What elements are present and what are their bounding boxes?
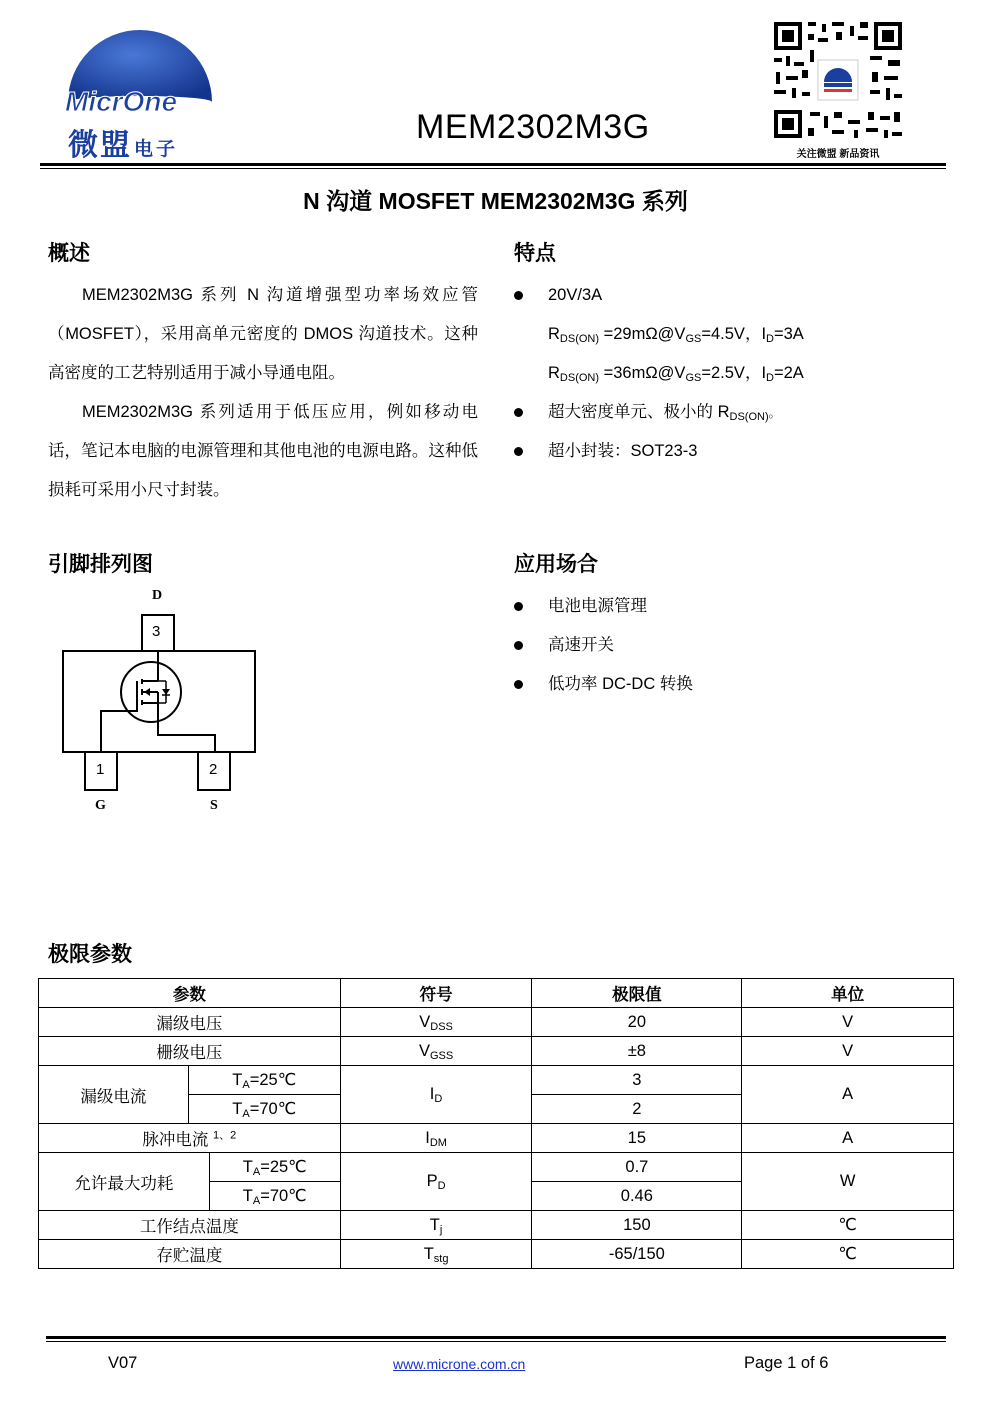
footer-website-link[interactable]: www.microne.com.cn (393, 1356, 526, 1372)
table-header-row (39, 979, 954, 1008)
table-row: 栅级电压 $V_{GSS}$ ±8 V (39, 1037, 954, 1066)
features-list (514, 276, 934, 471)
header-param: 参数 (39, 979, 341, 1008)
list-item: 超小封装：SOT23-3 (514, 432, 934, 471)
pin-label-g: G (95, 798, 106, 813)
document-title: N 沟道 MOSFET MEM2302M3G 系列 (303, 188, 688, 214)
pinout-diagram (58, 585, 268, 825)
list-item: $R_{DS(ON)}$ $=36m\Omega@V_{GS}=2.5V$，$I_D=2A$ (548, 364, 804, 384)
header-rule (40, 163, 946, 166)
applications-heading: 应用场合 (514, 553, 598, 576)
limits-heading: 极限参数 (48, 943, 132, 966)
footer-version: V07 (108, 1354, 138, 1372)
company-logo (60, 20, 220, 160)
table-row: $T_A=70℃$ 2 (39, 1095, 954, 1124)
features-heading: 特点 (514, 242, 556, 265)
pinout-heading: 引脚排列图 (48, 553, 153, 576)
logo-cn-main: 微盟 (68, 129, 132, 162)
bullet-dot-icon (514, 408, 523, 417)
sot23-package-drawing (58, 585, 268, 825)
applications-list (514, 587, 914, 704)
overview-text (48, 276, 478, 510)
overview-paragraph-2: MEM2302M3G 系列适用于低压应用，例如移动电话，笔记本电脑的电源管理和其他电池的电源电路。这种低损耗可采用小尺寸封装。 (48, 403, 478, 499)
bullet-dot-icon (514, 641, 523, 650)
header-symbol: 符号 (340, 979, 532, 1008)
logo-cn-sub: 电子 (134, 139, 179, 160)
logo-chinese (68, 120, 178, 164)
footer-page-number: Page 1 of 6 (744, 1354, 829, 1372)
pin-number-2: 2 (209, 761, 218, 778)
table-row: 存贮温度 $T_{stg}$ -65/150 ℃ (39, 1240, 954, 1269)
list-item: $R_{DS(ON)}$ $=29m\Omega@V_{GS}=4.5V$，$I_D=3A$ (548, 325, 804, 345)
footer-rule (46, 1336, 946, 1339)
header-unit: 单位 (742, 979, 954, 1008)
overview-paragraph-1: MEM2302M3G 系列 N 沟道增强型功率场效应管（MOSFET），采用高单元密度的 DMOS 沟道技术。这种高密度的工艺特别适用于减小导通电阻。 (48, 286, 478, 382)
table-row: 漏级电流 $T_A=25℃$ $I_D$ 3 A (39, 1066, 954, 1095)
list-item: 高速开关 (514, 626, 914, 665)
header-title: MEM2302M3G (416, 108, 650, 146)
header-value: 极限值 (532, 979, 742, 1008)
list-item: 20V/3A (514, 276, 934, 315)
table-row: 工作结点温度 $T_j$ 150 ℃ (39, 1211, 954, 1240)
pin-number-3: 3 (152, 623, 161, 640)
logo-english: MicrOne (65, 86, 178, 117)
limits-table (38, 978, 954, 1269)
pin-label-d: D (152, 588, 163, 603)
table-row: $T_A=70℃$ 0.46 (39, 1182, 954, 1211)
overview-heading: 概述 (48, 242, 90, 265)
pin-number-1: 1 (96, 761, 105, 778)
list-item: 电池电源管理 (514, 587, 914, 626)
qr-caption: 关注微盟 新品资讯 (796, 149, 880, 160)
bullet-dot-icon (514, 602, 523, 611)
table-row: 脉冲电流 $^{1、2}$ $I_{DM}$ 15 A (39, 1124, 954, 1153)
qr-code-image (772, 20, 904, 140)
qr-code (772, 20, 904, 160)
pin-label-s: S (210, 798, 218, 813)
list-item: 超大密度单元、极小的 $R_{DS(ON)}$。 (514, 393, 934, 432)
footer-rule-thin (46, 1341, 946, 1342)
bullet-dot-icon (514, 291, 523, 300)
header-rule-thin (40, 168, 946, 169)
bullet-dot-icon (514, 680, 523, 689)
table-row: 漏级电压 $V_{DSS}$ 20 V (39, 1008, 954, 1037)
list-item: 低功率 DC-DC 转换 (514, 665, 914, 704)
table-row: 允许最大功耗 $T_A=25℃$ $P_D$ 0.7 W (39, 1153, 954, 1182)
bullet-dot-icon (514, 447, 523, 456)
